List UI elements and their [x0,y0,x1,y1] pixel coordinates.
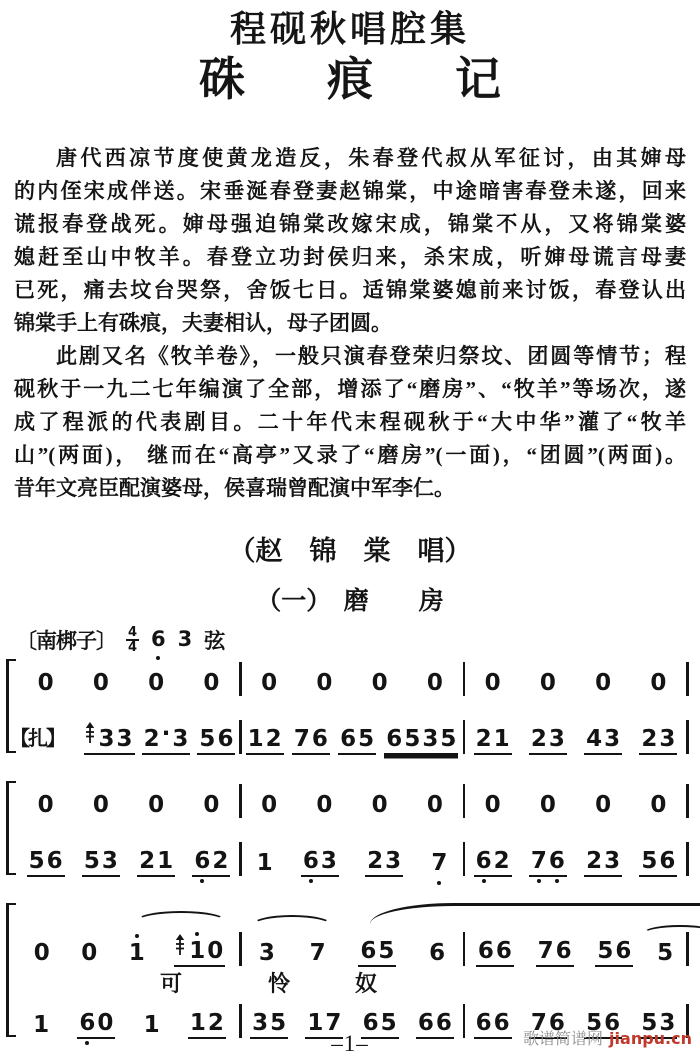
note-digit: 5 [440,726,457,752]
note-digit: 5 [404,726,421,752]
note-group [639,850,677,877]
tuning-note-3: 3 [177,626,193,651]
note-group [429,852,449,877]
note-digit: 5 [641,848,658,874]
note-digit: 2 [143,726,160,752]
note-digit: 2 [493,848,510,874]
measure [242,850,463,877]
note-digit: 7 [537,938,554,964]
note-group [192,850,230,877]
note-digit: 2 [367,848,384,874]
note-digit: 3 [252,1010,269,1036]
rest-note: 0 [261,670,278,696]
note-group [84,728,135,755]
music-system [4,779,700,877]
note-digit: 3 [320,848,337,874]
note-digit: 3 [258,940,275,966]
note-group [538,794,558,819]
text-line: 唐代西凉节度使黄龙造反，朱春登代叔从军征讨，由其婶母 [56,146,686,170]
rest-note: 0 [484,670,501,696]
rest-note: 0 [595,670,612,696]
note-digit: 1 [493,726,510,752]
note-digit: 7 [293,726,310,752]
rest-note: 0 [371,792,388,818]
note-group [146,672,166,697]
note-digit: 6 [311,726,328,752]
note-group [257,942,277,967]
note-group [427,942,447,967]
note-group [142,721,191,755]
note-digit: 3 [116,726,133,752]
note-group [197,728,235,755]
rest-note: 0 [148,792,165,818]
measure [242,794,463,819]
play-title-char: 记 [455,54,501,105]
synopsis-paragraph-2 [14,340,686,505]
measure [465,850,686,877]
tuning-suffix: 弦 [204,629,226,653]
percussion-cue-label: 【扎】 [10,728,64,750]
note-digit: 3 [422,726,439,752]
note-group [82,850,120,877]
rest-note: 0 [37,670,54,696]
measure [242,940,463,967]
note-digit: 5 [83,848,100,874]
note-digit: 2 [641,726,658,752]
rest-note: 0 [539,792,556,818]
note-digit: 2 [265,726,282,752]
note-group [201,672,221,697]
note-digit: 2 [530,726,547,752]
note-digit: 1 [307,1010,324,1036]
note-digit: 2 [586,848,603,874]
book-title: 程砚秋唱腔集 [229,9,470,49]
note-group [648,672,668,697]
note-digit: 6 [548,848,565,874]
note-digit: 6 [340,726,357,752]
barline [686,784,689,818]
stave-accompaniment [18,837,700,877]
note-digit: 6 [477,938,494,964]
tuning-notes [149,626,194,652]
tune-name-label: 〔南梆子〕 [16,629,116,653]
music-system [4,657,700,755]
note-digit: 1 [33,1012,50,1038]
note-group [483,672,503,697]
note-digit: 7 [431,850,448,876]
note-digit: 3 [172,726,189,752]
watermark-site-url: jianpu.cn [609,1029,692,1048]
note-digit: 7 [530,1010,547,1036]
stave-vocal-rests [18,779,700,819]
note-digit: 1 [128,940,145,966]
note-digit: 6 [493,1010,510,1036]
note-group [32,942,52,967]
note-digit: 5 [586,1010,603,1036]
synopsis [14,142,686,505]
play-title-char: 痕 [327,54,373,105]
measure [18,794,239,819]
note-group [474,728,512,755]
watermark [523,1026,692,1049]
note-group [365,850,403,877]
note-group [308,942,328,967]
measure [242,728,463,755]
stave-vocal-rests [18,657,700,697]
note-group [91,672,111,697]
measure [18,850,239,877]
note-group [255,852,275,877]
note-group [529,728,567,755]
note-digit: 6 [615,938,632,964]
rest-note: 0 [426,670,443,696]
note-digit: 6 [79,1010,96,1036]
rest-note: 0 [650,792,667,818]
text-line: 此剧又名《牧羊卷》，一般只演春登荣归祭坟、团圆等情节；程 [56,344,686,368]
note-digit: 6 [217,726,234,752]
time-signature-denominator: 4 [128,640,138,655]
note-group [384,728,458,755]
rest-note: 0 [92,670,109,696]
slur-arc [252,915,332,935]
rest-note: 0 [97,1010,114,1036]
note-digit: 6 [362,1010,379,1036]
measure [18,940,239,967]
note-group [595,940,633,967]
note-group [593,672,613,697]
system-brace [6,781,16,875]
note-group [584,850,622,877]
lyric-syllable: 可 [160,971,183,996]
note-digit: 1 [157,848,174,874]
rest-note: 0 [37,792,54,818]
note-group [127,942,147,967]
note-digit: 5 [380,1010,397,1036]
time-signature [126,626,139,654]
note-digit: 6 [548,1010,565,1036]
measure [465,940,686,967]
measure [465,728,686,755]
lyric-syllable: 怜 [268,971,291,996]
time-signature-numerator: 4 [128,625,138,640]
measure [465,672,686,697]
rest-note: 0 [426,792,443,818]
note-group [655,942,675,967]
barline [686,720,689,754]
note-group [474,850,512,877]
note-digit: 5 [657,940,674,966]
rest-note: 0 [539,670,556,696]
music-header [16,625,700,655]
text-line: 昔年文亮臣配演婆母，侯喜瑞曾配演中军李仁。 [14,476,455,500]
note-group [593,794,613,819]
note-group [538,672,558,697]
note-digit: 5 [378,938,395,964]
note-group [425,672,445,697]
rest-note: 0 [316,670,333,696]
note-digit: 1 [189,1010,206,1036]
system-brace [6,903,16,1037]
text-line: 砚秋于一九二七年编演了全部，增添了“磨房”、“牧羊”等场次，遂 [14,377,686,401]
note-group [529,850,567,877]
note-group [292,728,330,755]
note-digit: 5 [641,1010,658,1036]
note-digit: 6 [495,938,512,964]
barline [686,662,689,696]
measure [465,794,686,819]
rest-note: 0 [33,940,50,966]
note-digit: 6 [417,1010,434,1036]
slur-arc [136,911,226,931]
note-digit: 4 [586,726,603,752]
grace-ornament-icon [175,934,185,955]
note-group [338,728,376,755]
rest-note: 0 [261,792,278,818]
note-digit: 7 [325,1010,342,1036]
note-group [36,794,56,819]
note-digit: 6 [555,938,572,964]
text-line: 已死，痛去坟台哭祭，舍饭七日。适锦棠婆媳前来讨饭，春登认出 [14,278,686,302]
note-group [79,942,99,967]
text-line: 锦棠手上有硃痕，夫妻相认，母子团圆。 [14,311,392,335]
rest-note: 0 [203,670,220,696]
note-digit: 3 [98,726,115,752]
note-group [639,728,677,755]
measure [18,672,239,697]
grace-ornament-icon [85,722,95,743]
note-group [201,794,221,819]
note-group [370,794,390,819]
note-digit: 5 [597,938,614,964]
singer-heading: （赵 锦 棠 唱） [228,536,472,566]
page-number: –1– [331,1031,369,1056]
music-score [0,657,700,1039]
note-digit: 6 [429,940,446,966]
play-title-char: 硃 [199,54,245,105]
play-title [0,52,700,108]
note-digit: 6 [604,1010,621,1036]
tuning-note-low-6: 6 [151,626,166,651]
note-group [246,728,284,755]
note-digit: 6 [659,848,676,874]
note-group [137,850,175,877]
note-group [36,672,56,697]
lyric-syllable: 奴 [355,971,378,996]
note-digit: 2 [207,1010,224,1036]
rest-note: 0 [371,670,388,696]
stave-accompaniment [10,715,700,755]
note-digit: 1 [189,938,206,964]
note-group [648,794,668,819]
text-line: 谎报春登战死。婶母强迫锦棠改嫁宋成，锦棠不从，又将锦棠婆 [14,212,686,236]
note-group [584,728,622,755]
note-digit: 7 [530,848,547,874]
synopsis-paragraph-1 [14,142,686,340]
rest-note: 0 [203,792,220,818]
rest-note: 0 [650,670,667,696]
measure [242,672,463,697]
text-line: 媳赶至山中牧羊。春登立功封侯归来，杀宋成，听婶母谎言母妻 [14,245,686,269]
dotted-note-dot: · [161,721,171,747]
note-group [370,672,390,697]
music-system [4,901,700,1039]
rest-note: 0 [484,792,501,818]
note-digit: 6 [475,848,492,874]
lyric-row [18,967,700,999]
note-digit: 3 [101,848,118,874]
note-group [27,850,65,877]
note-digit: 3 [548,726,565,752]
note-group [301,850,339,877]
note-digit: 5 [358,726,375,752]
note-digit: 5 [199,726,216,752]
note-group [314,794,334,819]
note-group [174,940,225,967]
rest-note: 0 [595,792,612,818]
barline [686,842,689,876]
note-group [536,940,574,967]
note-digit: 5 [28,848,45,874]
note-digit: 1 [256,850,273,876]
note-group [483,794,503,819]
note-group [259,794,279,819]
note-group [259,672,279,697]
note-digit: 6 [194,848,211,874]
note-digit: 6 [302,848,319,874]
scene-heading: （一） 磨 房 [256,588,444,615]
note-digit: 6 [46,848,63,874]
note-digit: 6 [360,938,377,964]
stave-vocal [18,927,700,967]
note-group [146,794,166,819]
note-digit: 5 [270,1010,287,1036]
note-digit: 3 [659,1010,676,1036]
note-digit: 2 [475,726,492,752]
text-line: 的内侄宋成伴送。宋垂涎春登妻赵锦棠，中途暗害春登未遂，回来 [14,179,686,203]
rest-note: 0 [316,792,333,818]
text-line: 山”(两面)， 继而在“高亭”又录了“磨房”(一面)，“团圆”(两面)。 [14,443,686,467]
note-digit: 1 [143,1012,160,1038]
note-digit: 6 [386,726,403,752]
note-digit: 7 [309,940,326,966]
note-digit: 3 [659,726,676,752]
note-group [476,940,514,967]
watermark-site-name: 歌谱简谱网 [523,1031,604,1048]
note-group [358,940,396,967]
note-digit: 3 [385,848,402,874]
note-group [425,794,445,819]
rest-note: 0 [92,792,109,818]
rest-note: 0 [207,938,224,964]
note-group [91,794,111,819]
note-digit: 1 [247,726,264,752]
note-digit: 2 [212,848,229,874]
note-digit: 6 [475,1010,492,1036]
note-digit: 3 [604,726,621,752]
note-digit: 6 [435,1010,452,1036]
text-line: 成了程派的代表剧目。二十年代末程砚秋于“大中华”灌了“牧羊 [14,410,686,434]
note-group [314,672,334,697]
phrase-mark [370,903,700,924]
rest-note: 0 [81,940,98,966]
note-digit: 2 [139,848,156,874]
note-digit: 3 [604,848,621,874]
rest-note: 0 [148,670,165,696]
